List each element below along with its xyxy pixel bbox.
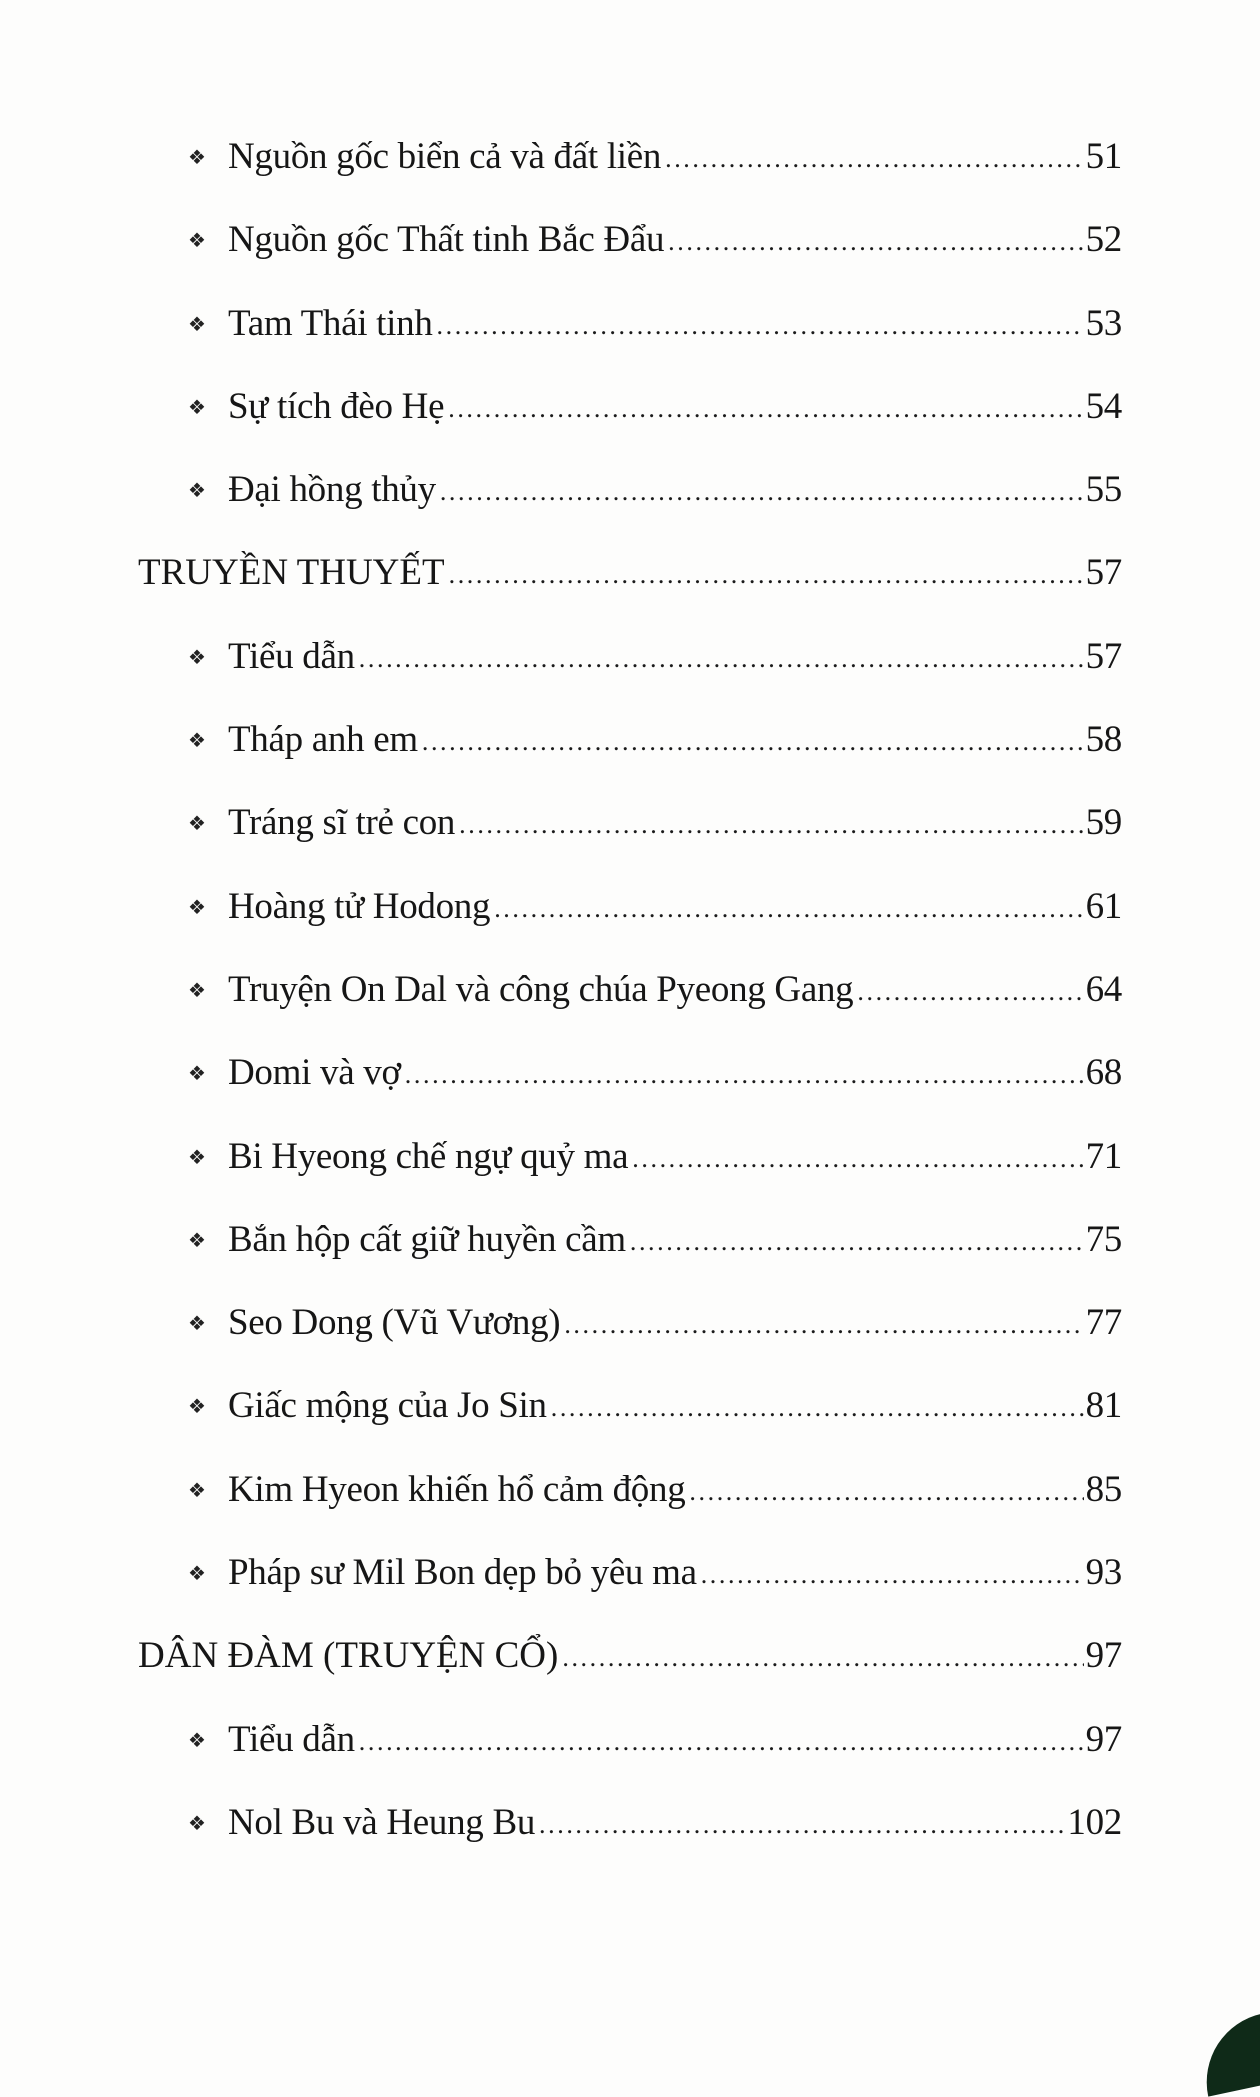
toc-entry-title: Domi và vợ <box>228 1052 401 1094</box>
dot-leader <box>665 146 1083 172</box>
toc-entry-title: Nguồn gốc biển cả và đất liền <box>228 136 662 177</box>
toc-entry[interactable] <box>138 635 1122 721</box>
toc-entry[interactable] <box>138 885 1122 971</box>
toc-entry-title: Seo Dong (Vũ Vương) <box>228 1302 561 1344</box>
dot-leader <box>562 1645 1083 1671</box>
diamond-bullet-icon: ❖ <box>188 730 206 753</box>
toc-entry-title: Kim Hyeon khiến hổ cảm động <box>228 1468 686 1510</box>
dot-leader <box>632 1146 1083 1172</box>
toc-entry-title: Giấc mộng của Jo Sin <box>228 1385 547 1427</box>
toc-page-number: 52 <box>1085 219 1122 261</box>
toc-entry[interactable] <box>138 138 1122 221</box>
toc-entry[interactable] <box>138 1718 1122 1804</box>
toc-page-number: 57 <box>1085 635 1122 677</box>
table-of-contents <box>138 138 1122 1887</box>
diamond-bullet-icon: ❖ <box>188 979 206 1002</box>
dot-leader <box>630 1229 1084 1255</box>
toc-page-number: 77 <box>1085 1302 1122 1344</box>
diamond-bullet-icon: ❖ <box>188 1146 206 1169</box>
toc-page-number: 97 <box>1085 1635 1122 1677</box>
dot-leader <box>701 1562 1084 1588</box>
diamond-bullet-icon: ❖ <box>188 147 206 169</box>
diamond-bullet-icon: ❖ <box>188 1313 206 1336</box>
toc-entry[interactable] <box>138 1554 1122 1637</box>
toc-page-number: 81 <box>1085 1385 1122 1427</box>
diamond-bullet-icon: ❖ <box>188 313 206 336</box>
diamond-bullet-icon: ❖ <box>188 1812 206 1835</box>
book-cover-corner <box>1194 2009 1260 2096</box>
toc-entry[interactable] <box>138 1304 1122 1387</box>
toc-page-number: 54 <box>1085 385 1122 427</box>
toc-page-number: 55 <box>1085 469 1122 511</box>
toc-entry[interactable] <box>138 1054 1122 1137</box>
toc-entry-title: Tiểu dẫn <box>228 1718 355 1760</box>
toc-page-number: 59 <box>1085 802 1122 844</box>
toc-section-heading[interactable] <box>138 554 1122 637</box>
toc-entry-title: Sự tích đèo Hẹ <box>228 385 445 427</box>
diamond-bullet-icon: ❖ <box>188 1563 206 1586</box>
dot-leader <box>539 1812 1065 1838</box>
toc-page-number: 58 <box>1085 719 1122 761</box>
toc-entry-title: Tam Thái tinh <box>228 302 433 344</box>
toc-page-number: 61 <box>1085 885 1122 927</box>
toc-entry[interactable] <box>138 804 1122 887</box>
dot-leader <box>689 1479 1083 1505</box>
dot-leader <box>359 646 1084 672</box>
toc-page-number: 57 <box>1085 552 1122 594</box>
toc-page-number: 53 <box>1085 302 1122 344</box>
toc-entry-title: Pháp sư Mil Bon dẹp bỏ yêu ma <box>228 1552 697 1594</box>
dot-leader <box>359 1729 1084 1755</box>
toc-page-number: 68 <box>1085 1052 1122 1094</box>
dot-leader <box>448 396 1083 422</box>
toc-page-number: 51 <box>1085 136 1122 177</box>
toc-entry[interactable] <box>138 302 1122 388</box>
toc-heading-title: TRUYỀN THUYẾT <box>138 552 445 594</box>
toc-entry-title: Hoàng tử Hodong <box>228 885 491 927</box>
toc-entry-title: Nguồn gốc Thất tinh Bắc Đẩu <box>228 219 665 261</box>
diamond-bullet-icon: ❖ <box>188 1479 206 1502</box>
toc-section-heading[interactable] <box>138 1637 1122 1720</box>
toc-entry[interactable] <box>138 1468 1122 1554</box>
toc-page-number: 85 <box>1085 1468 1122 1510</box>
toc-heading-title: DÂN ĐÀM (TRUYỆN CỔ) <box>138 1635 559 1677</box>
toc-entry-title: Bi Hyeong chế ngự quỷ ma <box>228 1135 629 1177</box>
toc-entry[interactable] <box>138 968 1122 1054</box>
dot-leader <box>551 1395 1084 1421</box>
toc-entry-title: Bắn hộp cất giữ huyền cầm <box>228 1218 626 1260</box>
toc-entry[interactable] <box>138 721 1122 804</box>
diamond-bullet-icon: ❖ <box>188 1729 206 1752</box>
toc-entry[interactable] <box>138 1135 1122 1221</box>
toc-page-number: 71 <box>1085 1135 1122 1177</box>
toc-page-number: 102 <box>1067 1801 1122 1843</box>
toc-entry-title: Đại hồng thủy <box>228 469 436 511</box>
dot-leader <box>564 1312 1083 1338</box>
diamond-bullet-icon: ❖ <box>188 646 206 669</box>
toc-entry[interactable] <box>138 221 1122 304</box>
toc-entry-title: Truyện On Dal và công chúa Pyeong Gang <box>228 968 854 1010</box>
toc-page-number: 75 <box>1085 1218 1122 1260</box>
toc-page-number: 93 <box>1085 1552 1122 1594</box>
diamond-bullet-icon: ❖ <box>188 1063 206 1086</box>
toc-entry[interactable] <box>138 385 1122 471</box>
toc-entry-title: Nol Bu và Heung Bu <box>228 1801 536 1843</box>
diamond-bullet-icon: ❖ <box>188 230 206 253</box>
toc-entry[interactable] <box>138 471 1122 554</box>
diamond-bullet-icon: ❖ <box>188 813 206 836</box>
dot-leader <box>437 313 1084 339</box>
diamond-bullet-icon: ❖ <box>188 1396 206 1419</box>
toc-entry-title: Tráng sĩ trẻ con <box>228 802 456 844</box>
toc-entry[interactable] <box>138 1387 1122 1470</box>
toc-entry[interactable] <box>138 1218 1122 1304</box>
dot-leader <box>440 479 1084 505</box>
dot-leader <box>459 812 1083 838</box>
diamond-bullet-icon: ❖ <box>188 396 206 419</box>
dot-leader <box>668 229 1083 255</box>
toc-entry-title: Tiểu dẫn <box>228 635 355 677</box>
toc-entry[interactable] <box>138 1801 1122 1887</box>
diamond-bullet-icon: ❖ <box>188 1229 206 1252</box>
toc-page-number: 97 <box>1085 1718 1122 1760</box>
diamond-bullet-icon: ❖ <box>188 896 206 919</box>
toc-entry-title: Tháp anh em <box>228 719 418 761</box>
dot-leader <box>422 729 1084 755</box>
dot-leader <box>449 562 1084 588</box>
diamond-bullet-icon: ❖ <box>188 480 206 503</box>
dot-leader <box>857 979 1083 1005</box>
dot-leader <box>405 1062 1084 1088</box>
toc-page-number: 64 <box>1085 968 1122 1010</box>
dot-leader <box>494 896 1083 922</box>
